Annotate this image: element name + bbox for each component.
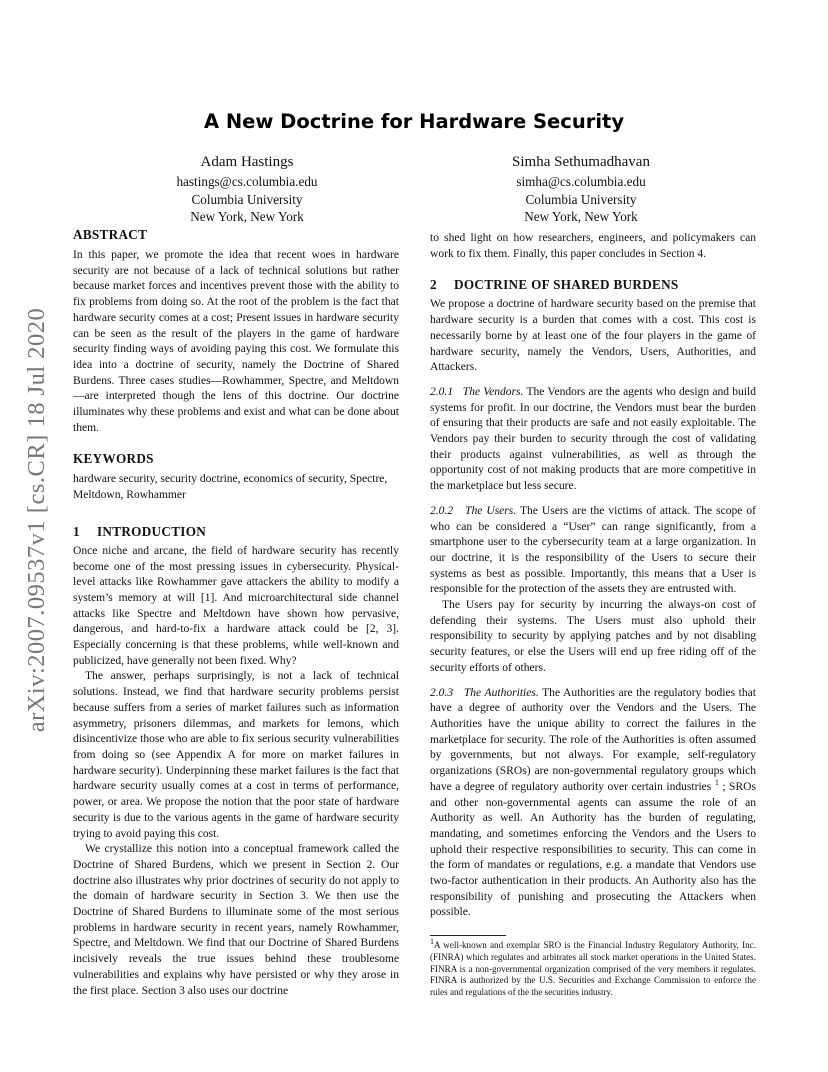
author-email: simha@cs.columbia.edu xyxy=(516,174,646,189)
paper-title: A New Doctrine for Hardware Security xyxy=(203,110,625,133)
vendors-paragraph xyxy=(430,385,756,495)
abstract-text: In this paper, we promote the idea that recent woes in hardware security are not because of a lack of technical solutions but rather because market forces and incentives prevent those with the ability to fix problems from doing so. At the root of the problem is the fact that hardware security comes at a cost; Present issues in hardware security can be seen as the result of the players in the game of hardware security finding ways of avoiding paying this cost. We formulate this idea into a doctrine of security, namely the Doctrine of Shared Burdens. Three cases studies—Rowhammer, Spectre, and Meltdown—are interpreted though the lens of this doctrine. Our doctrine illuminates why these problems and exist and what can be done about them. xyxy=(73,249,399,434)
keywords-text: hardware security, security doctrine, economics of security, Spectre, Meltdown, Rowhammer xyxy=(73,473,388,502)
footnote-text: A well-known and exemplar SRO is the Financial Industry Regulatory Authority, Inc. (FINRA) which regulates and arbitrates all stock market operations in the United States. FINRA is a non-governmental organization comprised of the very members it regulates. FINRA is authorized by the U.S. Securities and Exchange Commission to enforce the rules and regulations of the the securities industry. xyxy=(430,940,756,997)
arxiv-identifier: arXiv:2007.09537v1 [cs.CR] 18 Jul 2020 xyxy=(23,307,50,733)
author-affiliation: Columbia University xyxy=(525,191,637,207)
subsection-number: 2.0.3 xyxy=(430,686,454,699)
footnote-divider xyxy=(430,935,506,936)
keywords-heading: KEYWORDS xyxy=(73,451,154,467)
section-title: INTRODUCTION xyxy=(97,523,207,539)
footnote-number: 1 xyxy=(430,937,434,947)
author-name: Simha Sethumadhavan xyxy=(512,154,650,170)
authorities-text-b: ; SROs and other non-governmental agents can assume the role of an Authority as well. An Authority has the burden of regulating, mandating, and sometimes enforcing the Vendors and the Users to uphold their respective responsibilities to security. This can come in the form of mandates or regulations, e.g. a mandate that Vendors use two-factor authentication in their products. An Authority also has the responsibility of punishing and prosecuting the Attackers when possible. xyxy=(430,780,757,919)
subsection-number: 2.0.2 xyxy=(430,504,454,517)
footnote xyxy=(430,937,756,999)
users-text: The Users are the victims of attack. The scope of who can be considered a “User” can range significantly, from a smartphone user to the cybersecurity team at a large organization. In our doctrine, it is the responsibility of the Users to secure their systems as best as possible. Importantly, this means that a User is responsible for the protection of the assets they are entrusted with. xyxy=(430,504,756,596)
subsection-title: The Vendors. xyxy=(462,385,524,398)
section-title: DOCTRINE OF SHARED BURDENS xyxy=(454,277,679,293)
section-heading-introduction xyxy=(73,523,399,541)
author-name: Adam Hastings xyxy=(200,154,294,170)
intro-paragraph-3: We crystallize this notion into a conceptual framework called the Doctrine of Shared Burdens, which we present in Section 2. Our doctrine also illustrates why prior doctrines of security do not apply to the domain of hardware security in Section 3. We then use the Doctrine of Shared Burdens to illuminate some of the most serious problems in hardware security in recent years, namely Rowhammer, Spectre, and Meltdown. We find that our Doctrine of Shared Burdens incisively reveals the true issues behind these troublesome vulnerabilities and explains why have persisted or why they arose in the first place. Section 3 also uses our doctrine xyxy=(73,843,399,997)
intro-paragraph-2: The answer, perhaps surprisingly, is not a lack of technical solutions. Instead, we find that hardware security problems persist because suffers from a series of market failures such as information asymmetry, prisoners dilemmas, and markets for lemons, which disincentivize those who are able to fix serious security vulnerabilities from doing so (see Appendix A for more on market failures in hardware security). Underpinning these market failures is the fact that hardware security usually comes at a cost in terms of performance, power, or area. We propose the notion that the poor state of hardware security is due to the various agents in the game of hardware security trying to avoid paying this cost. xyxy=(73,670,399,840)
subsection-number: 2.0.1 xyxy=(430,385,454,398)
users-paragraph-2: The Users pay for security by incurring the always-on cost of defending their systems. The Users must also uphold their responsibility to security by applying patches and by not disabling security features, or else the Users will end up free riding off of the security efforts of others. xyxy=(430,599,756,674)
users-paragraph xyxy=(430,504,756,598)
section-heading-doctrine xyxy=(430,276,756,294)
subsection-title: The Authorities. xyxy=(463,686,539,699)
footnote-marker[interactable]: 1 xyxy=(714,777,719,787)
author-email: hastings@cs.columbia.edu xyxy=(176,174,318,189)
intro-paragraph-1: Once niche and arcane, the field of hardware security has recently become one of the most pressing issues in cybersecurity. Physical-level attacks like Rowhammer gave attackers the ability to modify a system’s memory at will [1]. And microarchitectural side channel attacks like Spectre and Meltdown have shown how pervasive, dangerous, and hard-to-fix a hardware attack could be [2, 3]. Especially concerning is that these problems, while well-known and publicized, have generally not been fixed. Why? xyxy=(73,544,399,667)
author-location: New York, New York xyxy=(524,209,638,224)
authorities-paragraph xyxy=(430,686,756,922)
author-location: New York, New York xyxy=(190,209,304,224)
vendors-text: The Vendors are the agents who design and build systems for profit. In our doctrine, the Vendors must bear the burden of ensuring that their products are safe and not easily exploitable. The Vendors pay their burden to security through the cost of validating their products against vulnerabilities, as well as through the opportunity cost of not making products that are more competitive in the marketplace but less secure. xyxy=(430,385,756,493)
arxiv-sidebar-stamp xyxy=(20,295,54,745)
author-affiliation: Columbia University xyxy=(191,191,303,207)
abstract-heading: ABSTRACT xyxy=(73,227,148,242)
left-column xyxy=(73,226,399,999)
doctrine-paragraph-1: We propose a doctrine of hardware security based on the premise that hardware security is a burden that comes with a cost. This cost is necessarily borne by at least one of the four players in the game of hardware security, namely the Vendors, Users, Authorities, and Attackers. xyxy=(430,298,756,374)
author-block-2 xyxy=(451,152,711,226)
right-column xyxy=(430,231,756,999)
intro-paragraph-3-continued: to shed light on how researchers, engineers, and policymakers can work to fix them. Finally, this paper concludes in Section 4. xyxy=(430,232,756,260)
section-number: 1 xyxy=(73,523,80,539)
subsection-title: The Users. xyxy=(465,504,517,517)
section-number: 2 xyxy=(430,277,437,293)
author-block-1 xyxy=(117,152,377,226)
authorities-text-a: The Authorities are the regulatory bodies that have a degree of authority over the Vendors and the Users. The Authorities have the unique ability to correct the failures in the marketplace for security. The role of the Authorities is often assumed by governments, but not always. For example, self-regulatory organizations (SROs) are non-governmental regulatory groups which have a degree of regulatory authority over certain industries xyxy=(430,686,756,793)
